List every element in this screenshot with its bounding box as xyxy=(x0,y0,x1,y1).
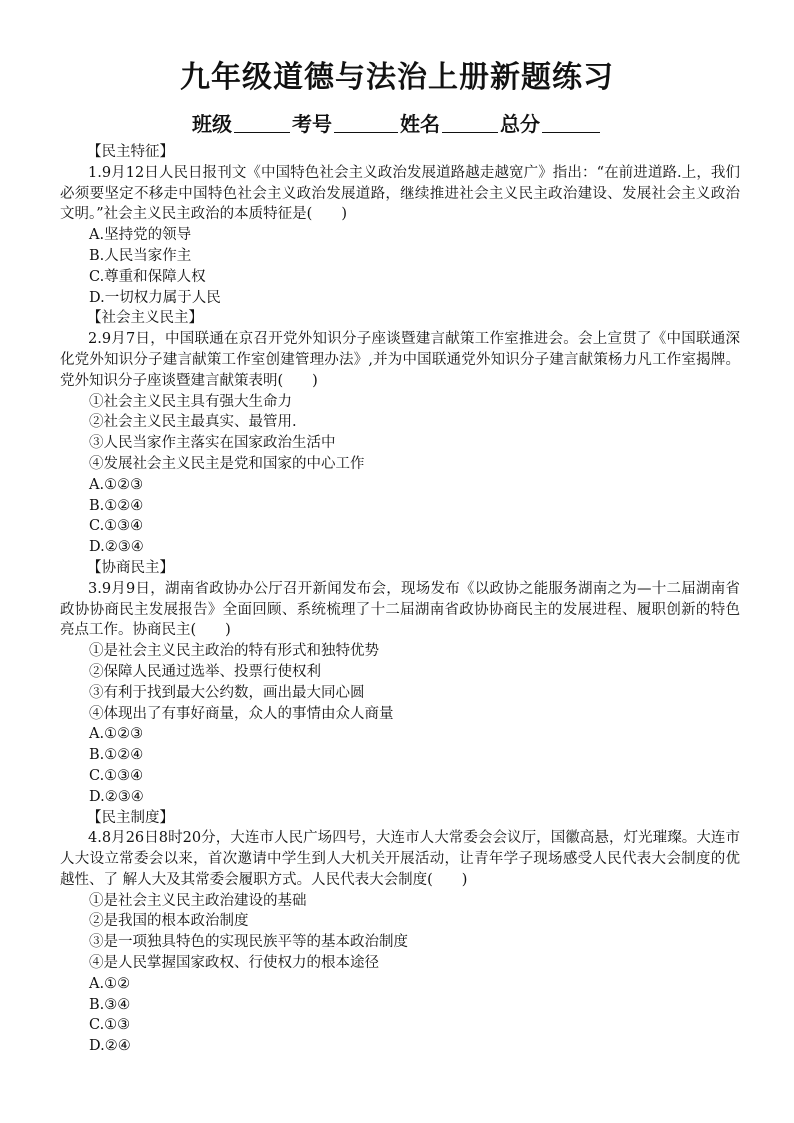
question-list xyxy=(60,142,740,1057)
answer-option: D.②③④ xyxy=(89,539,144,556)
info-label: 考号 xyxy=(292,112,332,136)
info-label: 班级 xyxy=(192,112,232,136)
answer-option: B.①②④ xyxy=(89,747,144,764)
statement-item: ④发展社会主义民主是党和国家的中心工作 xyxy=(89,455,365,472)
answer-option: A.①②③ xyxy=(89,476,144,493)
statement-item: ④体现出了有事好商量，众人的事情由众人商量 xyxy=(89,705,394,722)
answer-option: C.①③ xyxy=(89,1017,131,1034)
info-blank[interactable] xyxy=(334,112,398,133)
answer-option: D.②④ xyxy=(89,1038,131,1055)
question-stem: 1.9月12日人民日报刊文《中国特色社会主义政治发展道路越走越宽广》指出：“在前进道路.上，我们必须要坚定不移走中国特色社会主义政治发展道路，继续推进社会主义民主政治建设、发展社会主义政治文明。”社会主义民主政治的本质特征是( ) xyxy=(60,164,740,223)
statement-item: ②是我国的根本政治制度 xyxy=(89,913,249,930)
section-heading: 【民主制度】 xyxy=(87,809,174,826)
info-blank[interactable] xyxy=(234,112,290,133)
answer-option: D.一切权力属于人民 xyxy=(89,289,221,306)
answer-option: A.①②③ xyxy=(89,726,144,743)
section-heading: 【社会主义民主】 xyxy=(87,310,203,327)
statement-item: ③是一项独具特色的实现民族平等的基本政治制度 xyxy=(89,934,408,951)
statement-item: ②保障人民通过选举、投票行使权利 xyxy=(89,663,321,680)
question-stem: 4.8月26日8时20分，大连市人民广场四号，大连市人大常委会会议厅，国徽高悬，灯光璀璨。大连市人大设立常委会以来，首次邀请中学生到人大机关开展活动，让青年学子现场感受人民代表大会制度的优越性、了 解人大及其常委会履职方式。人民代表大会制度( ) xyxy=(60,830,740,888)
statement-item: ④是人民掌握国家政权、行使权力的根本途径 xyxy=(89,955,379,972)
statement-item: ①社会主义民主具有强大生命力 xyxy=(89,393,292,410)
answer-option: B.①②④ xyxy=(89,497,144,514)
info-blank[interactable] xyxy=(442,112,498,133)
answer-option: C.①③④ xyxy=(89,767,144,784)
statement-item: ③人民当家作主落实在国家政治生活中 xyxy=(89,435,336,452)
student-info-line xyxy=(0,110,794,138)
answer-option: C.①③④ xyxy=(89,518,144,535)
question-stem: 2.9月7日，中国联通在京召开党外知识分子座谈暨建言献策工作室推进会。会上宣贯了《中国联通深化党外知识分子建言献策工作室创建管理办法》,并为中国联通党外知识分子建言献策杨力凡工作室揭牌。党外知识分子座谈暨建言献策表明( ) xyxy=(60,331,740,389)
info-label: 总分 xyxy=(500,112,540,136)
statement-item: ①是社会主义民主政治建设的基础 xyxy=(89,892,307,909)
answer-option: D.②③④ xyxy=(89,788,144,805)
statement-item: ①是社会主义民主政治的特有形式和独特优势 xyxy=(89,643,379,660)
document-title: 九年级道德与法治上册新题练习 xyxy=(180,60,614,95)
answer-option: B.③④ xyxy=(89,996,131,1013)
statement-item: ②社会主义民主最真实、最管用. xyxy=(89,414,297,431)
answer-option: B.人民当家作主 xyxy=(89,247,192,264)
answer-option: A.①② xyxy=(89,975,131,992)
section-heading: 【民主特征】 xyxy=(87,144,174,160)
info-blank[interactable] xyxy=(542,112,600,133)
answer-option: C.尊重和保障人权 xyxy=(89,268,206,285)
statement-item: ③有利于找到最大公约数，画出最大同心圆 xyxy=(89,684,365,701)
question-stem: 3.9月9日，湖南省政协办公厅召开新闻发布会，现场发布《以政协之能服务湖南之为—十二届湖南省政协协商民主发展报告》全面回顾、系统梳理了十二届湖南省政协协商民主的发展进程、履职创新的特色亮点工作。协商民主( ) xyxy=(60,580,740,639)
section-heading: 【协商民主】 xyxy=(87,559,174,576)
info-label: 姓名 xyxy=(400,112,440,136)
answer-option: A.坚持党的领导 xyxy=(89,227,192,244)
